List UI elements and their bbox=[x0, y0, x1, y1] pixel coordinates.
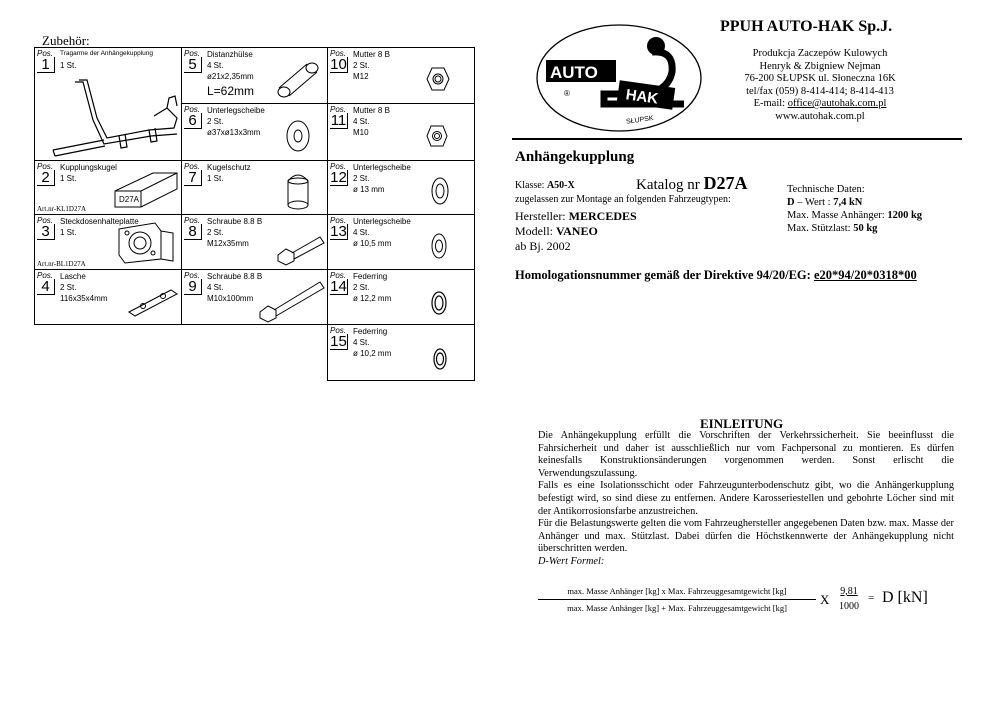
max-load-value: 50 kg bbox=[853, 223, 878, 234]
item-qty: 1 St. bbox=[60, 228, 77, 237]
max-mass-line bbox=[787, 209, 922, 222]
svg-text:HAK: HAK bbox=[624, 86, 660, 108]
pos-label: Pos. bbox=[330, 49, 347, 58]
pos-label: Pos. bbox=[37, 216, 54, 225]
max-mass-value: 1200 kg bbox=[887, 210, 923, 221]
item-name: Mutter 8 B bbox=[353, 50, 390, 59]
svg-text:AUTO: AUTO bbox=[550, 63, 598, 82]
item-name: Schraube 8.8 B bbox=[207, 272, 263, 281]
pos-number: 3 bbox=[37, 224, 55, 240]
washer-icon bbox=[428, 175, 452, 207]
formula-divisor: 1000 bbox=[839, 601, 859, 612]
item-dim: ø 10,2 mm bbox=[353, 349, 392, 358]
spring-washer-icon bbox=[428, 288, 450, 318]
spring-washer-icon bbox=[430, 345, 450, 373]
bolt-short-icon bbox=[274, 229, 326, 267]
accessory-cell-3 bbox=[34, 214, 182, 270]
intro-text bbox=[538, 430, 954, 569]
item-length: L=62mm bbox=[207, 84, 255, 98]
company-address bbox=[700, 48, 940, 123]
formula-label: D-Wert Formel: bbox=[538, 555, 605, 567]
pos-number: 6 bbox=[184, 113, 202, 129]
washer-icon bbox=[428, 231, 450, 261]
pos-label: Pos. bbox=[184, 216, 201, 225]
pos-number: 8 bbox=[184, 224, 202, 240]
pos-number: 9 bbox=[184, 279, 202, 295]
item-name: Mutter 8 B bbox=[353, 106, 390, 115]
company-email-line bbox=[700, 98, 940, 111]
item-name: Schraube 8.8 B bbox=[207, 217, 263, 226]
accessory-cell-15 bbox=[327, 324, 475, 381]
maker-line bbox=[515, 209, 637, 224]
item-qty: 4 St. bbox=[207, 283, 224, 292]
pos-label: Pos. bbox=[37, 49, 54, 58]
pos-label: Pos. bbox=[184, 105, 201, 114]
formula-equals: = bbox=[868, 592, 875, 604]
pos-label: Pos. bbox=[330, 216, 347, 225]
class-line bbox=[515, 180, 575, 191]
maker-value: MERCEDES bbox=[568, 209, 637, 223]
accessory-cell-11 bbox=[327, 103, 475, 161]
pos-number: 10 bbox=[330, 56, 347, 73]
pos-label: Pos. bbox=[184, 49, 201, 58]
socket-plate-icon bbox=[115, 221, 177, 265]
intro-paragraph-2: Falls es eine Isolationsschicht oder Fahrzeugunterbodenschutz gibt, wo die Anhängerkupplung befestigt wird, so sind diese zu entfernen. Andere Karosseriestellen und gebohrte Löcher sind mit der Antikorrosionsfarbe anzustreichen. bbox=[538, 480, 954, 517]
pos-label: Pos. bbox=[37, 271, 54, 280]
auto-hak-logo bbox=[534, 22, 704, 134]
item-qty: 4 St. bbox=[207, 61, 224, 70]
accessories-title: Zubehör: bbox=[42, 33, 90, 48]
catalog-number: D27A bbox=[703, 173, 748, 193]
item-dim: ø 13 mm bbox=[353, 185, 385, 194]
item-qty: 2 St. bbox=[353, 174, 370, 183]
header-divider bbox=[512, 138, 962, 140]
item-qty: 2 St. bbox=[207, 117, 224, 126]
d-text: – Wert : bbox=[794, 197, 834, 208]
item-dim: 116x35x4mm bbox=[60, 294, 108, 303]
pos-number: 4 bbox=[37, 279, 55, 295]
email-link[interactable]: office@autohak.com.pl bbox=[787, 98, 887, 109]
pos-number: 11 bbox=[330, 112, 347, 129]
box-label: D27A bbox=[119, 195, 140, 204]
bolt-long-icon bbox=[256, 278, 326, 324]
spacer-sleeve-icon bbox=[274, 60, 322, 100]
product-heading: Anhängekupplung bbox=[515, 149, 635, 165]
item-qty: 2 St. bbox=[353, 61, 370, 70]
intro-paragraph-1: Die Anhängekupplung erfüllt die Vorschriften der Verkehrssicherheit. Sie beeinflusst die Fahrsicherheit und daher ist ausschließlich nur vom Fachpersonal zu montieren. Es dürfen keinesfalls Konstruktionsänderungen vorgenommen werden. Sonst erlischt die Verwendungszulassung. bbox=[538, 430, 954, 479]
pos-number: 5 bbox=[184, 57, 202, 73]
item-dim: M12x35mm bbox=[207, 239, 249, 248]
ball-cover-icon bbox=[282, 167, 314, 213]
item-dim: M12 bbox=[353, 72, 369, 81]
formula-denominator: max. Masse Anhänger [kg] + Max. Fahrzeuggesamtgewicht [kg] bbox=[567, 603, 787, 613]
item-dim: ø 12,2 mm bbox=[353, 294, 392, 303]
pos-label: Pos. bbox=[330, 271, 347, 280]
company-line-2: Henryk & Zbigniew Nejman bbox=[759, 60, 881, 72]
item-qty: 1 St. bbox=[207, 174, 224, 183]
accessory-cell-6 bbox=[181, 103, 328, 161]
company-name: PPUH AUTO-HAK Sp.J. bbox=[720, 18, 893, 35]
approved-text: zugelassen zur Montage an folgenden Fahrzeugtypen: bbox=[515, 194, 731, 205]
svg-text:®: ® bbox=[564, 89, 570, 98]
bracket-plate-icon bbox=[127, 286, 179, 320]
homologation-line bbox=[515, 268, 917, 283]
item-qty: 4 St. bbox=[353, 228, 370, 237]
accessory-cell-1 bbox=[34, 47, 182, 161]
d-value-formula bbox=[538, 586, 958, 616]
item-name: Kugelschutz bbox=[207, 163, 251, 172]
maker-label: Hersteller: bbox=[515, 209, 569, 223]
accessory-cell-4 bbox=[34, 269, 182, 325]
company-line-3: 76-200 SŁUPSK ul. Słoneczna 16K bbox=[744, 73, 896, 84]
model-label: Modell: bbox=[515, 224, 556, 238]
item-qty: 2 St. bbox=[207, 228, 224, 237]
accessory-cell-7 bbox=[181, 160, 328, 215]
item-name: Steckdosenhalteplatte bbox=[60, 217, 139, 226]
item-name: Federring bbox=[353, 272, 388, 281]
tech-title: Technische Daten: bbox=[787, 184, 865, 195]
d-label: D bbox=[787, 197, 795, 208]
formula-numerator: max. Masse Anhänger [kg] x Max. Fahrzeuggesamtgewicht [kg] bbox=[567, 586, 787, 596]
accessory-cell-5 bbox=[181, 47, 328, 104]
towbar-frame-icon bbox=[49, 78, 181, 158]
item-dim: ø 10,5 mm bbox=[353, 239, 392, 248]
item-name: Lasche bbox=[60, 272, 86, 281]
item-qty: 1 St. bbox=[60, 61, 77, 70]
d-value-line bbox=[787, 196, 922, 209]
item-name: Tragarme der Anhängekupplung bbox=[60, 50, 153, 57]
accessory-cell-14 bbox=[327, 269, 475, 325]
intro-title: EINLEITUNG bbox=[700, 416, 784, 431]
item-name: Federring bbox=[353, 327, 388, 336]
article-number: Art.nr-KL1D27A bbox=[37, 205, 87, 213]
item-name: Unterlegscheibe bbox=[353, 217, 411, 226]
svg-text:SŁUPSK: SŁUPSK bbox=[625, 114, 655, 126]
catalog-label: Katalog nr bbox=[636, 177, 704, 193]
pos-number: 2 bbox=[37, 170, 55, 186]
homologation-label: Homologationsnummer gemäß der Direktive 94/20/EG: bbox=[515, 268, 814, 282]
model-value: VANEO bbox=[556, 224, 598, 238]
pos-label: Pos. bbox=[37, 162, 54, 171]
formula-result: D [kN] bbox=[882, 589, 928, 606]
pos-label: Pos. bbox=[184, 271, 201, 280]
pos-number: 7 bbox=[184, 170, 202, 186]
catalog-line bbox=[636, 173, 747, 194]
formula-fraction-line bbox=[538, 599, 816, 600]
item-name: Unterlegscheibe bbox=[353, 163, 411, 172]
item-qty: 4 St. bbox=[353, 338, 370, 347]
accessory-cell-12 bbox=[327, 160, 475, 215]
item-name: Unterlegscheibe bbox=[207, 106, 265, 115]
model-line bbox=[515, 224, 598, 239]
hex-nut-icon bbox=[426, 124, 448, 148]
pos-label: Pos. bbox=[330, 162, 347, 171]
class-value: A50-X bbox=[546, 180, 575, 191]
item-qty: 4 St. bbox=[353, 117, 370, 126]
company-line-4: tel/fax (059) 8-414-414; 8-414-413 bbox=[746, 85, 894, 97]
d-value: 7,4 kN bbox=[833, 197, 863, 208]
accessory-cell-2 bbox=[34, 160, 182, 215]
company-website[interactable]: www.autohak.com.pl bbox=[775, 110, 865, 122]
pos-number: 1 bbox=[37, 57, 55, 73]
accessory-cell-13 bbox=[327, 214, 475, 270]
article-number: Art.nr-BL1D27A bbox=[37, 260, 86, 268]
pos-number: 12 bbox=[330, 169, 347, 186]
year-line: ab Bj. 2002 bbox=[515, 239, 571, 253]
technical-data bbox=[787, 183, 922, 235]
pos-label: Pos. bbox=[184, 162, 201, 171]
formula-gravity: 9,81 bbox=[840, 586, 858, 597]
formula-times: X bbox=[820, 592, 830, 607]
accessory-cell-8 bbox=[181, 214, 328, 270]
item-name: Kupplungskugel bbox=[60, 163, 117, 172]
pos-number: 14 bbox=[330, 278, 347, 295]
item-qty: 2 St. bbox=[353, 283, 370, 292]
item-qty: 1 St. bbox=[60, 174, 77, 183]
item-name: Distanzhülse bbox=[207, 50, 253, 59]
pos-number: 15 bbox=[330, 333, 347, 350]
item-dim: M10 bbox=[353, 128, 369, 137]
class-label: Klasse: bbox=[515, 180, 547, 191]
pos-number: 13 bbox=[330, 223, 347, 240]
max-load-line bbox=[787, 222, 922, 235]
max-mass-label: Max. Masse Anhänger: bbox=[787, 210, 888, 221]
pos-label: Pos. bbox=[330, 326, 347, 335]
pos-label: Pos. bbox=[330, 105, 347, 114]
homologation-number: e20*94/20*0318*00 bbox=[813, 268, 917, 282]
email-label: E-mail: bbox=[753, 98, 788, 109]
item-dim: ø21x2,35mm bbox=[207, 72, 254, 81]
company-line-1: Produkcja Zaczepów Kulowych bbox=[752, 48, 888, 59]
item-qty: 2 St. bbox=[60, 283, 77, 292]
intro-paragraph-3: Für die Belastungswerte gelten die vom Fahrzeughersteller angegebenen Daten bzw. max. Masse der Anhänger und max. Stützlast. Dabei dürfen die Höchstkennwerte der Anhängekupplung nicht überschritten werden. bbox=[538, 518, 954, 555]
item-dim: ø37xø13x3mm bbox=[207, 128, 261, 137]
washer-icon bbox=[282, 116, 314, 156]
coupling-ball-box-icon bbox=[113, 169, 179, 209]
hex-nut-icon bbox=[426, 66, 450, 92]
accessory-cell-9 bbox=[181, 269, 328, 325]
accessory-cell-10 bbox=[327, 47, 475, 104]
max-load-label: Max. Stützlast: bbox=[787, 223, 854, 234]
item-dim: M10x100mm bbox=[207, 294, 254, 303]
